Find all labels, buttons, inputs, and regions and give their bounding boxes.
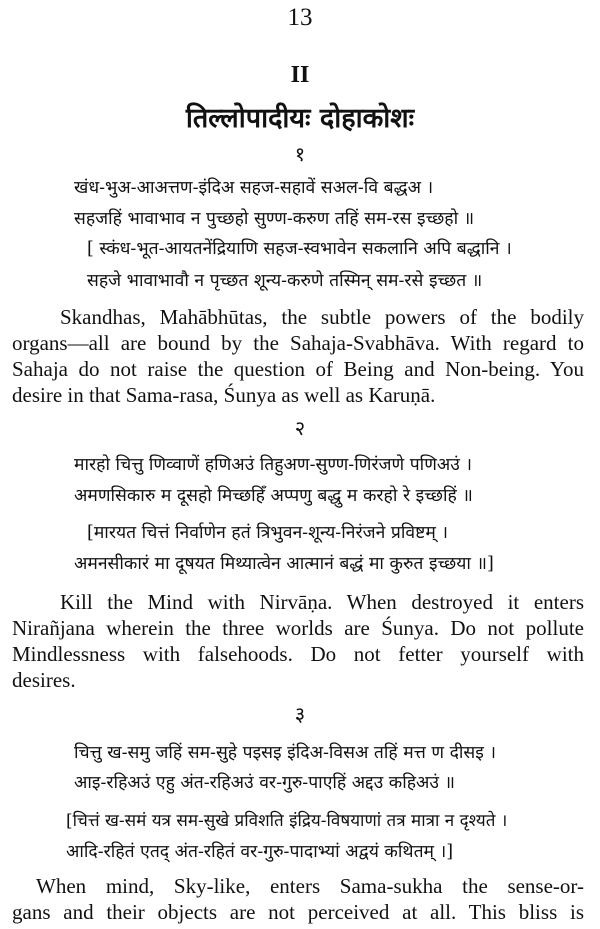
- translation-line: desires.: [12, 668, 76, 692]
- translation-line: When mind, Sky-like, enters Sama-sukha the sense-or-: [36, 874, 584, 898]
- apabhramsa-line: मारहो चित्तु णिव्वाणें हणिअउं तिहुअण-सुण्ण-णिरंजणे पणिअउं ।: [74, 455, 473, 475]
- sanskrit-line: आदि-रहितं एतद् अंत-रहितं वर-गुरु-पादाभ्यां अद्वयं कथितम् ।]: [66, 842, 454, 862]
- page-number: 13: [287, 4, 313, 31]
- translation-line: desire in that Sama-rasa, Śunya as well as Karuṇā.: [12, 383, 436, 407]
- translation-paragraph: [12, 589, 584, 693]
- verse-number: ३: [294, 702, 306, 726]
- translation-line: Mindlessness with falsehoods. Do not fetter yourself with: [12, 642, 584, 666]
- translation-line: Sahaja do not raise the question of Being and Non-being. You: [12, 357, 584, 381]
- translation-line: organs—all are bound by the Sahaja-Svabhāva. With regard to: [12, 331, 584, 355]
- sanskrit-line: अमनसीकारं मा दूषयत मिथ्यात्वेन आत्मानं बद्धं मा कुरुत इच्छया ॥]: [74, 554, 494, 574]
- translation-line: Nirañjana wherein the three worlds are Śunya. Do not pollute: [12, 616, 584, 640]
- sanskrit-line: [ स्कंध-भूत-आयतनेंद्रियाणि सहज-स्वभावेन सकलानि अपि बद्धानि ।: [87, 239, 512, 259]
- apabhramsa-line: अमणसिकारु म दूसहो मिच्छहिँ अप्पणु बद्धु म करहो रे इच्छहिं ॥: [74, 486, 473, 506]
- apabhramsa-line: आइ-रहिअउं एहु अंत-रहिअउं वर-गुरु-पाएहिं अद्दउ कहिअउं ॥: [74, 773, 456, 793]
- translation-line: Skandhas, Mahābhūtas, the subtle powers of the bodily: [60, 305, 584, 329]
- apabhramsa-line: चित्तु ख-समु जहिं सम-सुहे पइसइ इंदिअ-विसअ तहिं मत्त ण दीसइ ।: [74, 743, 497, 763]
- page-title: तिल्लोपादीयः दोहाकोशः: [185, 103, 415, 134]
- section-numeral: II: [290, 62, 310, 88]
- translation-line: Kill the Mind with Nirvāṇa. When destroyed it enters: [60, 590, 584, 614]
- apabhramsa-line: सहजहिं भावाभाव न पुच्छहो सुण्ण-करुण तहिं सम-रस इच्छहो ॥: [74, 209, 475, 229]
- translation-line: gans and their objects are not perceived at all. This bliss is: [12, 900, 584, 924]
- sanskrit-line: [चित्तं ख-समं यत्र सम-सुखे प्रविशति इंद्रिय-विषयाणां तत्र मात्रा न दृश्यते ।: [66, 811, 508, 831]
- translation-paragraph: [12, 873, 584, 925]
- sanskrit-line: [मारयत चित्तं निर्वाणेन हतं त्रिभुवन-शून्य-निरंजने प्रविष्टम् ।: [87, 523, 448, 543]
- verse-number: १: [294, 142, 306, 166]
- apabhramsa-line: खंध-भुअ-आअत्तण-इंदिअ सहज-सहावें सअल-वि बद्धअ ।: [74, 178, 434, 198]
- verse-number: २: [294, 416, 306, 440]
- sanskrit-line: सहजे भावाभावौ न पृच्छत शून्य-करुणे तस्मिन् सम-रसे इच्छत ॥: [87, 271, 483, 291]
- translation-paragraph: [12, 304, 584, 408]
